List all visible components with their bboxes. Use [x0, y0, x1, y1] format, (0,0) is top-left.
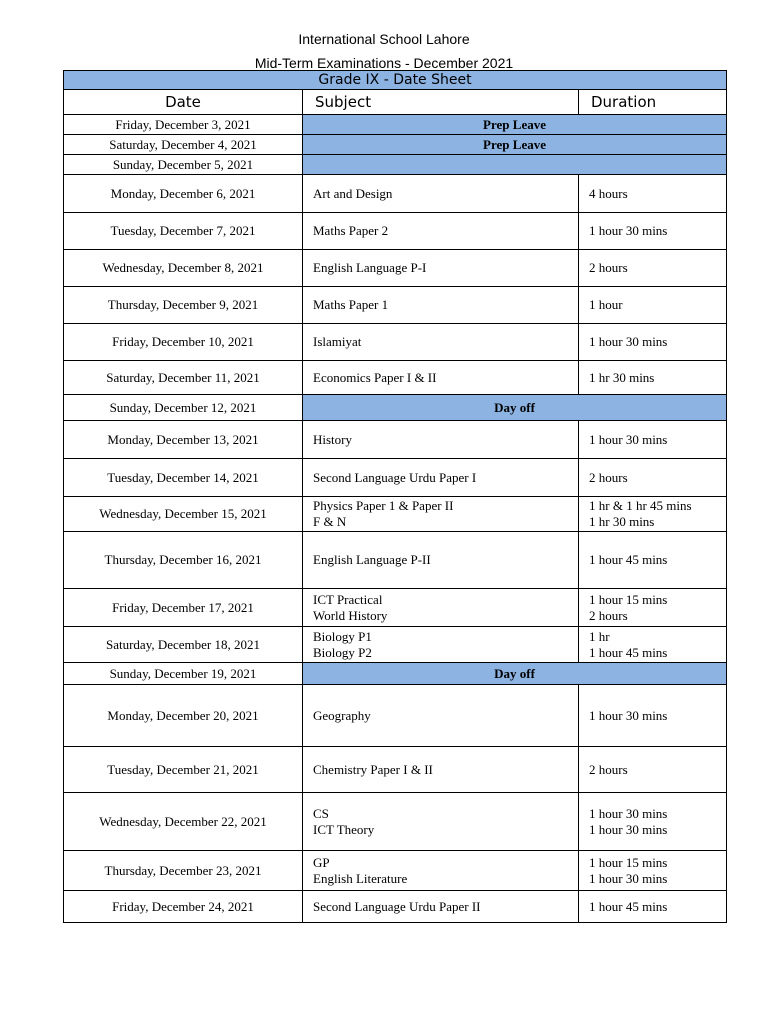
duration-text: 1 hour 45 mins	[589, 898, 668, 914]
date-cell: Friday, December 10, 2021	[64, 324, 303, 361]
duration-text: 2 hours	[589, 469, 628, 485]
subject-cell	[303, 589, 579, 627]
duration-text: 1 hour 30 mins	[589, 821, 668, 837]
exam-title: Mid-Term Examinations - December 2021	[254, 55, 514, 71]
table-row	[64, 497, 727, 532]
subject-text: ICT Theory	[313, 821, 375, 837]
table-row	[64, 324, 727, 361]
duration-text: 1 hr	[589, 628, 610, 644]
banner-cell: Prep Leave	[303, 135, 727, 155]
table-row	[64, 250, 727, 287]
date-cell: Tuesday, December 7, 2021	[64, 213, 303, 250]
date-cell: Friday, December 17, 2021	[64, 589, 303, 627]
table-row	[64, 685, 727, 747]
subject-cell	[303, 287, 579, 324]
table-row	[64, 115, 727, 135]
table-row	[64, 175, 727, 213]
grade-title-row	[64, 71, 727, 90]
date-cell: Sunday, December 12, 2021	[64, 395, 303, 421]
subject-cell	[303, 175, 579, 213]
grade-title: Grade IX - Date Sheet	[64, 71, 727, 90]
duration-cell	[579, 361, 727, 395]
duration-text: 1 hour 30 mins	[589, 805, 668, 821]
banner-cell: Day off	[303, 663, 727, 685]
banner-cell: Prep Leave	[303, 115, 727, 135]
duration-text: 4 hours	[589, 185, 628, 201]
subject-text: F & N	[313, 514, 347, 529]
duration-cell	[579, 685, 727, 747]
table-row	[64, 891, 727, 923]
subject-text: Biology P1	[313, 628, 372, 644]
date-cell: Wednesday, December 15, 2021	[64, 497, 303, 532]
duration-text: 1 hour 30 mins	[589, 334, 668, 349]
date-cell: Friday, December 3, 2021	[64, 115, 303, 135]
date-cell: Saturday, December 18, 2021	[64, 627, 303, 663]
duration-text: 1 hour 30 mins	[589, 707, 668, 723]
subject-cell	[303, 213, 579, 250]
subject-text: Second Language Urdu Paper I	[313, 469, 477, 485]
table-row	[64, 459, 727, 497]
date-cell: Sunday, December 5, 2021	[64, 155, 303, 175]
date-cell: Saturday, December 11, 2021	[64, 361, 303, 395]
date-cell: Tuesday, December 21, 2021	[64, 747, 303, 793]
date-cell: Thursday, December 16, 2021	[64, 532, 303, 589]
subject-text: Maths Paper 2	[313, 223, 389, 238]
duration-text: 1 hour	[589, 297, 623, 312]
duration-cell	[579, 532, 727, 589]
table-row	[64, 589, 727, 627]
table-row	[64, 155, 727, 175]
table-row	[64, 747, 727, 793]
duration-text: 1 hour 30 mins	[589, 223, 668, 238]
duration-cell	[579, 891, 727, 923]
subject-text: Maths Paper 1	[313, 297, 389, 312]
duration-text: 2 hours	[589, 761, 628, 777]
duration-cell	[579, 421, 727, 459]
table-row	[64, 627, 727, 663]
subject-cell	[303, 627, 579, 663]
duration-cell	[579, 287, 727, 324]
subject-text: ICT Practical	[313, 591, 383, 607]
banner-cell	[303, 155, 727, 175]
duration-text: 1 hour 45 mins	[589, 644, 668, 660]
duration-cell	[579, 793, 727, 851]
subject-cell	[303, 361, 579, 395]
table-row	[64, 395, 727, 421]
subject-cell	[303, 685, 579, 747]
duration-cell	[579, 589, 727, 627]
subject-text: English Literature	[313, 870, 408, 886]
date-cell: Thursday, December 23, 2021	[64, 851, 303, 891]
duration-text: 1 hour 30 mins	[589, 431, 668, 447]
table-row	[64, 361, 727, 395]
subject-cell	[303, 250, 579, 287]
table-row	[64, 663, 727, 685]
subject-text: CS	[313, 805, 329, 821]
table-row	[64, 287, 727, 324]
duration-cell	[579, 213, 727, 250]
header-row	[64, 90, 727, 115]
date-cell: Saturday, December 4, 2021	[64, 135, 303, 155]
subject-cell	[303, 532, 579, 589]
duration-text: 1 hour 45 mins	[589, 552, 668, 567]
duration-cell	[579, 747, 727, 793]
date-cell: Tuesday, December 14, 2021	[64, 459, 303, 497]
duration-text: 1 hr & 1 hr 45 mins	[589, 498, 692, 513]
subject-text: GP	[313, 854, 330, 870]
duration-text: 2 hours	[589, 607, 628, 623]
subject-cell	[303, 421, 579, 459]
duration-cell	[579, 851, 727, 891]
column-header-subject: Subject	[303, 90, 579, 115]
school-title: International School Lahore	[298, 31, 470, 47]
date-cell: Wednesday, December 8, 2021	[64, 250, 303, 287]
subject-text: English Language P-II	[313, 552, 431, 567]
table-row	[64, 793, 727, 851]
table-row	[64, 421, 727, 459]
table-row	[64, 532, 727, 589]
duration-text: 1 hour 15 mins	[589, 591, 668, 607]
duration-cell	[579, 175, 727, 213]
duration-text: 1 hr 30 mins	[589, 369, 655, 385]
date-cell: Monday, December 6, 2021	[64, 175, 303, 213]
duration-cell	[579, 324, 727, 361]
duration-text: 2 hours	[589, 260, 628, 275]
duration-cell	[579, 627, 727, 663]
column-header-date: Date	[64, 90, 303, 115]
subject-text: English Language P-I	[313, 260, 427, 275]
subject-cell	[303, 324, 579, 361]
table-row	[64, 851, 727, 891]
date-cell: Wednesday, December 22, 2021	[64, 793, 303, 851]
subject-text: Geography	[313, 707, 371, 723]
banner-cell: Day off	[303, 395, 727, 421]
duration-cell	[579, 459, 727, 497]
subject-text: Chemistry Paper I & II	[313, 761, 433, 777]
subject-cell	[303, 497, 579, 532]
subject-text: Second Language Urdu Paper II	[313, 898, 481, 914]
duration-cell	[579, 250, 727, 287]
subject-cell	[303, 747, 579, 793]
subject-cell	[303, 459, 579, 497]
subject-cell	[303, 851, 579, 891]
subject-text: Economics Paper I & II	[313, 369, 437, 385]
subject-text: Art and Design	[313, 185, 393, 201]
table-row	[64, 213, 727, 250]
subject-text: World History	[313, 607, 388, 623]
date-cell: Monday, December 20, 2021	[64, 685, 303, 747]
duration-text: 1 hr 30 mins	[589, 514, 655, 529]
subject-text: Biology P2	[313, 644, 372, 660]
subject-cell	[303, 793, 579, 851]
duration-cell	[579, 497, 727, 532]
subject-text: History	[313, 431, 352, 447]
subject-text: Physics Paper 1 & Paper II	[313, 498, 454, 513]
date-cell: Thursday, December 9, 2021	[64, 287, 303, 324]
date-sheet-table	[63, 70, 727, 923]
duration-text: 1 hour 15 mins	[589, 854, 668, 870]
subject-cell	[303, 891, 579, 923]
date-cell: Friday, December 24, 2021	[64, 891, 303, 923]
date-cell: Sunday, December 19, 2021	[64, 663, 303, 685]
date-cell: Monday, December 13, 2021	[64, 421, 303, 459]
column-header-duration: Duration	[579, 90, 727, 115]
table-row	[64, 135, 727, 155]
duration-text: 1 hour 30 mins	[589, 870, 668, 886]
subject-text: Islamiyat	[313, 334, 362, 349]
